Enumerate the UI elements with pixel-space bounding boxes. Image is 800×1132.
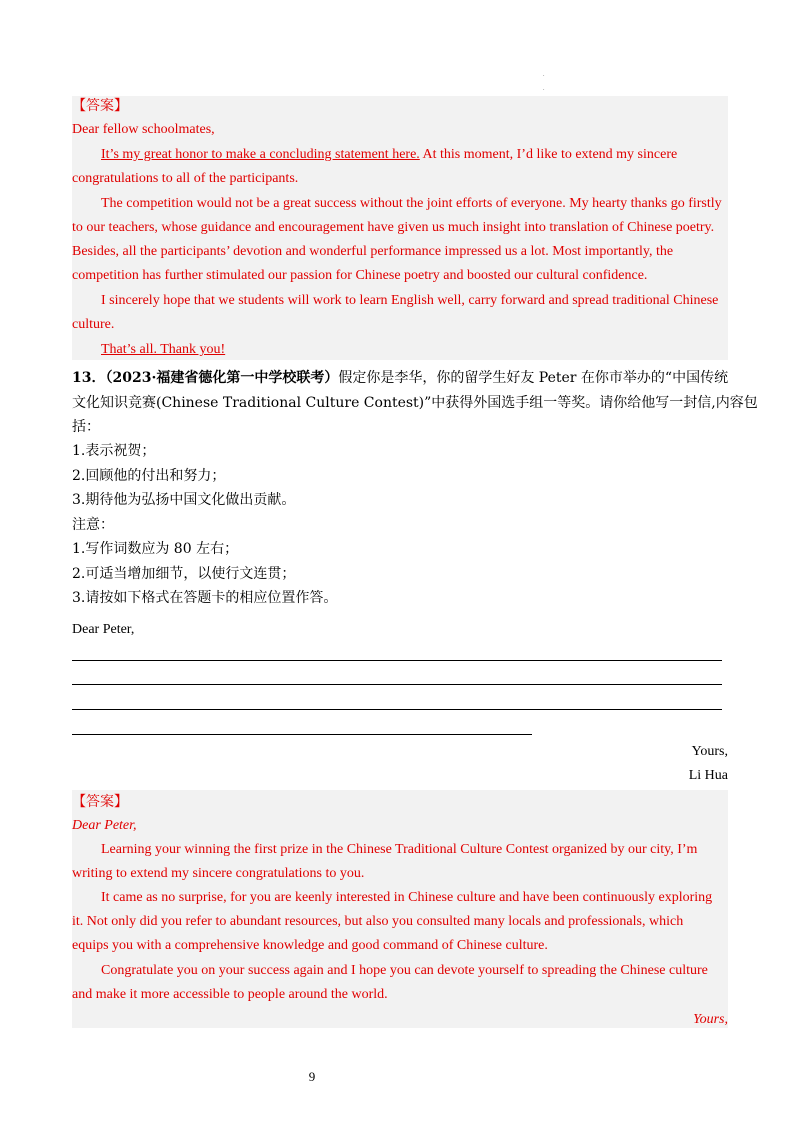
page-number: 9 bbox=[308, 1069, 316, 1084]
question-source: （2023·福建省德化第一中学校联考） bbox=[105, 370, 339, 386]
answer-label: 【答案】 bbox=[72, 794, 128, 810]
letter-sign-off: Yours, bbox=[691, 744, 728, 759]
paragraph-line: writing to extend my sincere congratulations to you. bbox=[72, 866, 365, 881]
note-item: 1.写作词数应为 80 左右； bbox=[72, 541, 239, 557]
notes-label: 注意： bbox=[72, 517, 114, 533]
letter-closing: That’s all. Thank you! bbox=[101, 342, 226, 357]
paragraph-line: It came as no surprise, for you are keenly interested in Chinese culture and have been continuously exploring bbox=[101, 890, 713, 905]
answer-box-2 bbox=[72, 790, 728, 1028]
note-item: 2.可适当增加细节，以使行文连贯； bbox=[72, 566, 296, 582]
content-point: 2.回顾他的付出和努力； bbox=[72, 468, 226, 484]
paragraph-line: Besides, all the participants’ devotion and wonderful performance impressed us a lot. Most importantly, the bbox=[72, 244, 674, 259]
paragraph-line: competition has further stimulated our passion for Chinese poetry and boosted our cultural confidence. bbox=[72, 268, 648, 283]
paragraph-line: and make it more accessible to people around the world. bbox=[72, 987, 388, 1002]
paragraph-text: At this moment, I’d like to extend my sincere bbox=[419, 147, 678, 162]
question-prompt: 文化知识竞赛(Chinese Traditional Culture Contest)”中获得外国选手组一等奖。请你给他写一封信,内容包 bbox=[72, 395, 758, 411]
writing-line bbox=[72, 684, 722, 685]
writing-line bbox=[72, 660, 722, 661]
letter-signature: Li Hua bbox=[688, 768, 728, 783]
question-13-heading bbox=[72, 366, 728, 390]
paragraph-line: Congratulate you on your success again and I hope you can devote yourself to spreading the Chinese culture bbox=[101, 963, 708, 978]
question-prompt: 假定你是李华，你的留学生好友 Peter 在你市举办的“中国传统 bbox=[338, 370, 729, 386]
question-prompt: 括： bbox=[72, 419, 100, 435]
letter-salutation: Dear Peter, bbox=[72, 622, 135, 637]
content-point: 1.表示祝贺； bbox=[72, 443, 156, 459]
paragraph-line: Learning your winning the first prize in the Chinese Traditional Culture Contest organized by our city, I’m bbox=[101, 842, 698, 857]
writing-line bbox=[72, 734, 532, 735]
paragraph-line bbox=[72, 143, 677, 167]
letter-sign-off: Yours, bbox=[693, 1012, 728, 1027]
header-mark: . bbox=[543, 72, 545, 78]
question-number: 13． bbox=[72, 370, 106, 386]
letter-greeting: Dear fellow schoolmates, bbox=[72, 122, 215, 137]
underlined-sentence: It’s my great honor to make a concluding statement here. bbox=[101, 147, 420, 162]
answer-box-1 bbox=[72, 96, 728, 360]
paragraph-line: congratulations to all of the participants. bbox=[72, 171, 299, 186]
writing-line bbox=[72, 709, 722, 710]
paragraph-line: The competition would not be a great success without the joint efforts of everyone. My hearty thanks go firstly bbox=[101, 196, 722, 211]
content-point: 3.期待他为弘扬中国文化做出贡献。 bbox=[72, 492, 296, 508]
paragraph-line: culture. bbox=[72, 317, 115, 332]
header-mark: . bbox=[543, 86, 545, 92]
paragraph-line: equips you with a comprehensive knowledge and good command of Chinese culture. bbox=[72, 938, 548, 953]
paragraph-line: to our teachers, whose guidance and encouragement have given us much insight into translation of Chinese poetry. bbox=[72, 220, 715, 235]
answer-label: 【答案】 bbox=[72, 98, 128, 114]
letter-greeting: Dear Peter, bbox=[72, 818, 137, 833]
paragraph-line: it. Not only did you refer to abundant resources, but also you consulted many locals and professionals, which bbox=[72, 914, 684, 929]
paragraph-line: I sincerely hope that we students will work to learn English well, carry forward and spread traditional Chinese bbox=[101, 293, 719, 308]
note-item: 3.请按如下格式在答题卡的相应位置作答。 bbox=[72, 590, 338, 606]
